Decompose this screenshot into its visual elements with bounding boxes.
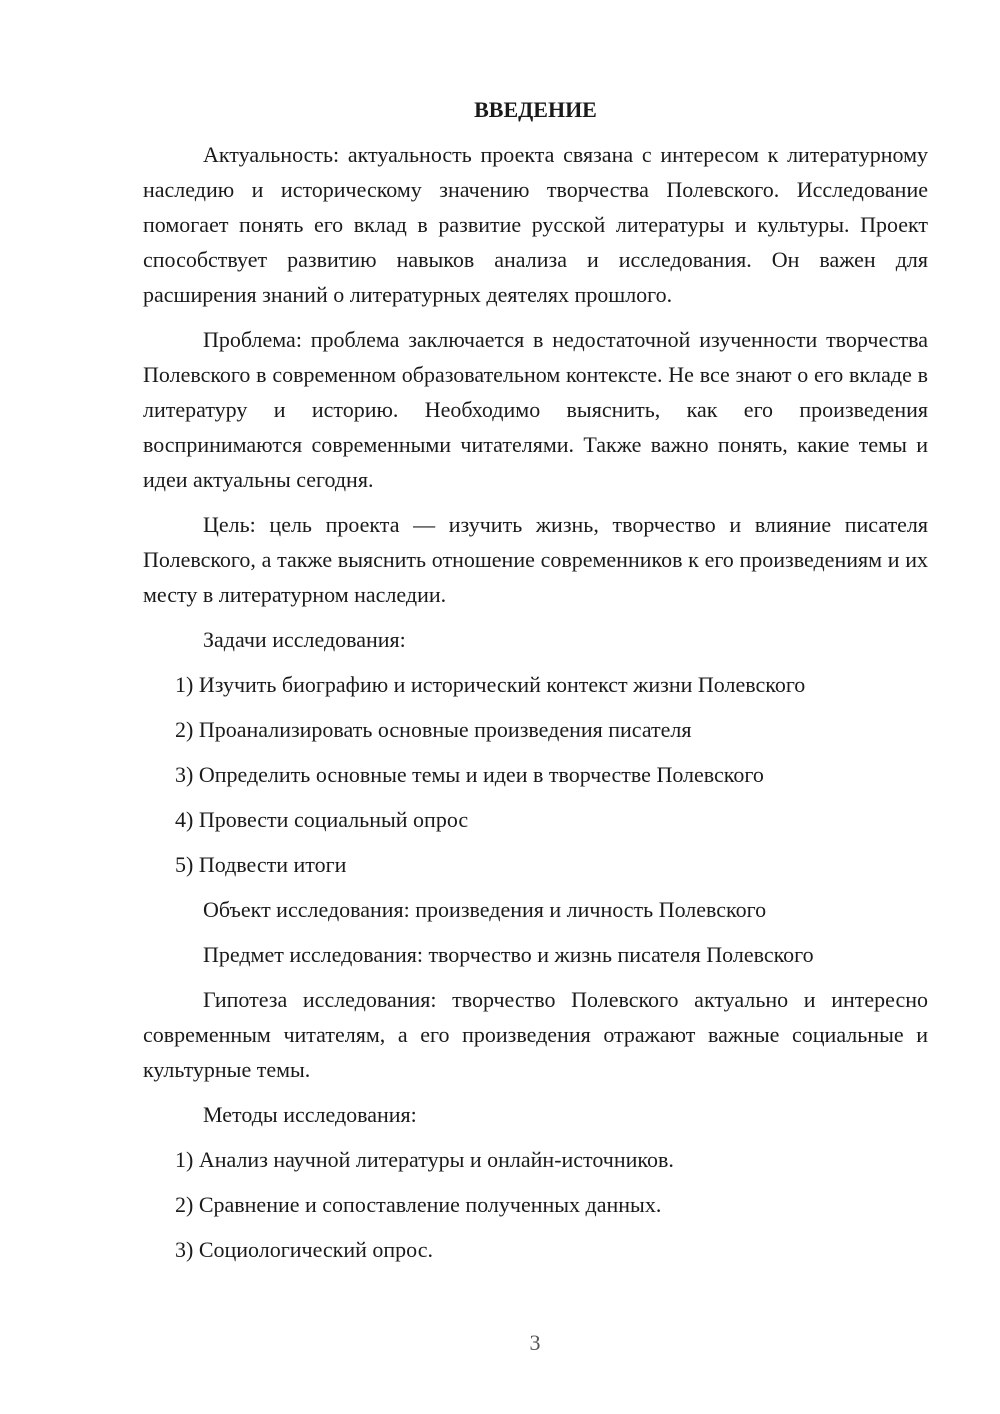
object-line: Объект исследования: произведения и личность Полевского — [203, 897, 767, 922]
methods-heading: Методы исследования: — [203, 1102, 417, 1127]
subject-line: Предмет исследования: творчество и жизнь писателя Полевского — [203, 942, 814, 967]
problem-paragraph: Проблема: проблема заключается в недостаточной изученности творчества Полевского в современном образовательном контексте. Не все знают о его вкладе в литературу и историю. Необходимо выяснить, как его произведения воспринимаются современными читателями. Также важно понять, какие темы и идеи актуальны сегодня. — [143, 327, 928, 492]
task-item: 1) Изучить биографию и исторический контекст жизни Полевского — [175, 672, 806, 697]
document-page — [143, 92, 928, 1277]
hypothesis-paragraph: Гипотеза исследования: творчество Полевского актуально и интересно современным читателям, а его произведения отражают важные социальные и культурные темы. — [143, 987, 928, 1082]
relevance-paragraph: Актуальность: актуальность проекта связана с интересом к литературному наследию и историческому значению творчества Полевского. Исследование помогает понять его вклад в развитие русской литературы и культуры. Проект способствует развитию навыков анализа и исследования. Он важен для расширения знаний о литературных деятелях прошлого. — [143, 142, 928, 307]
task-item: 4) Провести социальный опрос — [175, 807, 469, 832]
method-item: 1) Анализ научной литературы и онлайн-источников. — [175, 1147, 674, 1172]
page-number: 3 — [529, 1330, 541, 1355]
task-item: 5) Подвести итоги — [175, 852, 347, 877]
methods-list — [143, 1142, 928, 1267]
task-item: 3) Определить основные темы и идеи в творчестве Полевского — [175, 762, 764, 787]
method-item: 3) Социологический опрос. — [175, 1237, 433, 1262]
tasks-heading: Задачи исследования: — [203, 627, 406, 652]
tasks-list — [143, 667, 928, 882]
method-item: 2) Сравнение и сопоставление полученных данных. — [175, 1192, 662, 1217]
page-title: ВВЕДЕНИЕ — [474, 97, 597, 122]
goal-paragraph: Цель: цель проекта — изучить жизнь, творчество и влияние писателя Полевского, а также выяснить отношение современников к его произведениям и их месту в литературном наследии. — [143, 512, 928, 607]
task-item: 2) Проанализировать основные произведения писателя — [175, 717, 692, 742]
